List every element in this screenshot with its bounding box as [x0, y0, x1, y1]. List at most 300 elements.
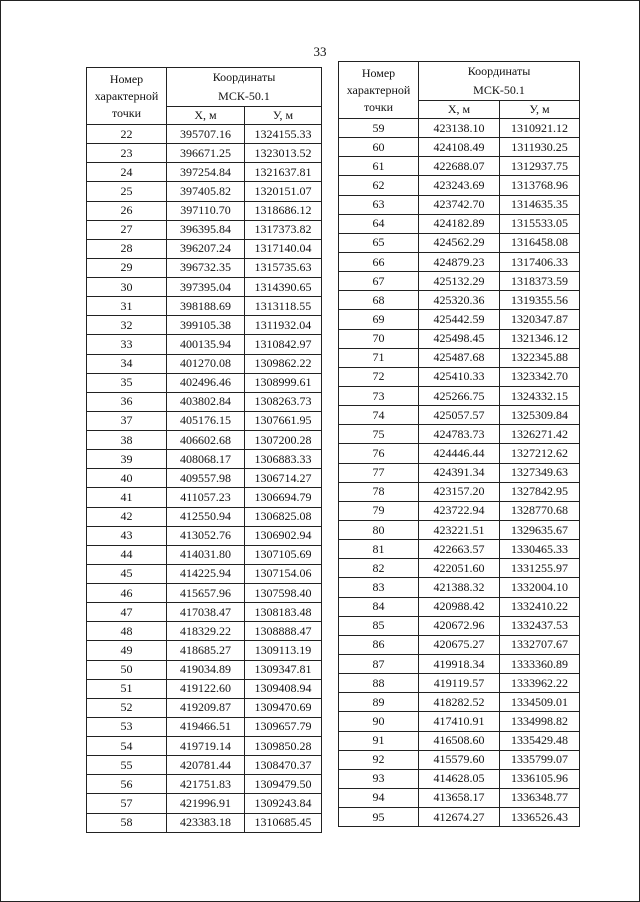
point-number-cell: 69: [339, 310, 419, 329]
point-number-cell: 81: [339, 540, 419, 559]
point-number-cell: 58: [87, 813, 167, 832]
x-coordinate-cell: 420988.42: [419, 597, 500, 616]
point-number-cell: 29: [87, 258, 167, 277]
table-row: [87, 564, 322, 583]
x-coordinate-cell: 396732.35: [167, 258, 245, 277]
point-number-cell: 94: [339, 788, 419, 807]
x-coordinate-cell: 422051.60: [419, 559, 500, 578]
x-coordinate-cell: 424446.44: [419, 444, 500, 463]
x-coordinate-cell: 397254.84: [167, 163, 245, 182]
table-row: [339, 501, 580, 520]
table-row: [339, 367, 580, 386]
y-coordinate-cell: 1307200.28: [245, 431, 322, 450]
header-point-number: Номер характерной точки: [339, 62, 419, 119]
y-coordinate-cell: 1319355.56: [500, 291, 580, 310]
point-number-cell: 37: [87, 411, 167, 430]
table-row: [339, 119, 580, 138]
table-row: [339, 635, 580, 654]
header-point-number: Номер характерной точки: [87, 68, 167, 125]
y-coordinate-cell: 1306883.33: [245, 450, 322, 469]
x-coordinate-cell: 419122.60: [167, 679, 245, 698]
y-coordinate-cell: 1323013.52: [245, 144, 322, 163]
point-number-cell: 72: [339, 367, 419, 386]
table-row: [87, 737, 322, 756]
point-number-cell: 76: [339, 444, 419, 463]
x-coordinate-cell: 423221.51: [419, 520, 500, 539]
y-coordinate-cell: 1308888.47: [245, 622, 322, 641]
table-row: [339, 348, 580, 367]
x-coordinate-cell: 423157.20: [419, 482, 500, 501]
x-coordinate-cell: 422663.57: [419, 540, 500, 559]
table-row: [87, 163, 322, 182]
y-coordinate-cell: 1311932.04: [245, 316, 322, 335]
y-coordinate-cell: 1321637.81: [245, 163, 322, 182]
table-row: [87, 698, 322, 717]
x-coordinate-cell: 418329.22: [167, 622, 245, 641]
point-number-cell: 85: [339, 616, 419, 635]
y-coordinate-cell: 1334998.82: [500, 712, 580, 731]
point-number-cell: 68: [339, 291, 419, 310]
x-coordinate-cell: 420781.44: [167, 756, 245, 775]
table-row: [87, 469, 322, 488]
x-coordinate-cell: 414225.94: [167, 564, 245, 583]
x-coordinate-cell: 419719.14: [167, 737, 245, 756]
y-coordinate-cell: 1308470.37: [245, 756, 322, 775]
point-number-cell: 64: [339, 214, 419, 233]
x-coordinate-cell: 423742.70: [419, 195, 500, 214]
point-number-cell: 45: [87, 564, 167, 583]
y-coordinate-cell: 1308999.61: [245, 373, 322, 392]
x-coordinate-cell: 402496.46: [167, 373, 245, 392]
point-number-cell: 44: [87, 545, 167, 564]
table-row: [339, 482, 580, 501]
table-row: [339, 329, 580, 348]
table-row: [87, 603, 322, 622]
x-coordinate-cell: 396671.25: [167, 144, 245, 163]
y-coordinate-cell: 1309657.79: [245, 717, 322, 736]
table-row: [339, 540, 580, 559]
table-row: [87, 144, 322, 163]
table-row: [87, 813, 322, 832]
table-row: [87, 182, 322, 201]
y-coordinate-cell: 1306714.27: [245, 469, 322, 488]
point-number-cell: 34: [87, 354, 167, 373]
y-coordinate-cell: 1332004.10: [500, 578, 580, 597]
x-coordinate-cell: 419119.57: [419, 674, 500, 693]
table-row: [87, 411, 322, 430]
y-coordinate-cell: 1316458.08: [500, 233, 580, 252]
x-coordinate-cell: 420675.27: [419, 635, 500, 654]
point-number-cell: 86: [339, 635, 419, 654]
point-number-cell: 38: [87, 431, 167, 450]
point-number-cell: 56: [87, 775, 167, 794]
y-coordinate-cell: 1313118.55: [245, 297, 322, 316]
y-coordinate-cell: 1324332.15: [500, 386, 580, 405]
x-coordinate-cell: 399105.38: [167, 316, 245, 335]
y-coordinate-cell: 1334509.01: [500, 693, 580, 712]
point-number-cell: 23: [87, 144, 167, 163]
point-number-cell: 66: [339, 252, 419, 271]
x-coordinate-cell: 409557.98: [167, 469, 245, 488]
table-row: [87, 507, 322, 526]
y-coordinate-cell: 1309862.22: [245, 354, 322, 373]
point-number-cell: 59: [339, 119, 419, 138]
x-coordinate-cell: 397395.04: [167, 278, 245, 297]
table-row: [339, 616, 580, 635]
point-number-cell: 90: [339, 712, 419, 731]
point-number-cell: 48: [87, 622, 167, 641]
table-row: [87, 794, 322, 813]
table-row: [87, 335, 322, 354]
x-coordinate-cell: 419918.34: [419, 654, 500, 673]
point-number-cell: 62: [339, 176, 419, 195]
point-number-cell: 27: [87, 220, 167, 239]
x-coordinate-cell: 395707.16: [167, 125, 245, 144]
x-coordinate-cell: 396207.24: [167, 239, 245, 258]
coordinates-table-left: [86, 67, 322, 833]
point-number-cell: 61: [339, 157, 419, 176]
x-coordinate-cell: 424562.29: [419, 233, 500, 252]
point-number-cell: 71: [339, 348, 419, 367]
point-number-cell: 91: [339, 731, 419, 750]
y-coordinate-cell: 1333962.22: [500, 674, 580, 693]
y-coordinate-cell: 1326271.42: [500, 425, 580, 444]
y-coordinate-cell: 1332707.67: [500, 635, 580, 654]
point-number-cell: 41: [87, 488, 167, 507]
table-row: [339, 520, 580, 539]
table-row: [87, 717, 322, 736]
table-row: [87, 316, 322, 335]
y-coordinate-cell: 1311930.25: [500, 138, 580, 157]
point-number-cell: 92: [339, 750, 419, 769]
y-coordinate-cell: 1310685.45: [245, 813, 322, 832]
x-coordinate-cell: 424391.34: [419, 463, 500, 482]
x-coordinate-cell: 414628.05: [419, 769, 500, 788]
header-coordinates: Координаты МСК-50.1: [167, 68, 322, 107]
y-coordinate-cell: 1332437.53: [500, 616, 580, 635]
point-number-cell: 26: [87, 201, 167, 220]
x-coordinate-cell: 425132.29: [419, 272, 500, 291]
table-row: [339, 233, 580, 252]
table-row: [87, 679, 322, 698]
point-number-cell: 67: [339, 272, 419, 291]
table-row: [87, 354, 322, 373]
y-coordinate-cell: 1317373.82: [245, 220, 322, 239]
point-number-cell: 87: [339, 654, 419, 673]
x-coordinate-cell: 425320.36: [419, 291, 500, 310]
x-coordinate-cell: 413658.17: [419, 788, 500, 807]
table-row: [87, 660, 322, 679]
point-number-cell: 93: [339, 769, 419, 788]
x-coordinate-cell: 424783.73: [419, 425, 500, 444]
x-coordinate-cell: 423722.94: [419, 501, 500, 520]
y-coordinate-cell: 1336348.77: [500, 788, 580, 807]
y-coordinate-cell: 1332410.22: [500, 597, 580, 616]
table-row: [339, 291, 580, 310]
y-coordinate-cell: 1321346.12: [500, 329, 580, 348]
point-number-cell: 43: [87, 526, 167, 545]
y-coordinate-cell: 1310842.97: [245, 335, 322, 354]
table-row: [339, 310, 580, 329]
point-number-cell: 31: [87, 297, 167, 316]
x-coordinate-cell: 414031.80: [167, 545, 245, 564]
table-row: [87, 125, 322, 144]
x-coordinate-cell: 418282.52: [419, 693, 500, 712]
y-coordinate-cell: 1325309.84: [500, 406, 580, 425]
point-number-cell: 95: [339, 808, 419, 827]
x-coordinate-cell: 420672.96: [419, 616, 500, 635]
table-row: [339, 693, 580, 712]
point-number-cell: 50: [87, 660, 167, 679]
x-coordinate-cell: 405176.15: [167, 411, 245, 430]
y-coordinate-cell: 1307105.69: [245, 545, 322, 564]
y-coordinate-cell: 1320347.87: [500, 310, 580, 329]
table-row: [339, 176, 580, 195]
table-row: [339, 252, 580, 271]
x-coordinate-cell: 421751.83: [167, 775, 245, 794]
point-number-cell: 30: [87, 278, 167, 297]
y-coordinate-cell: 1322345.88: [500, 348, 580, 367]
table-row: [87, 526, 322, 545]
x-coordinate-cell: 421996.91: [167, 794, 245, 813]
y-coordinate-cell: 1329635.67: [500, 520, 580, 539]
point-number-cell: 46: [87, 584, 167, 603]
y-coordinate-cell: 1336105.96: [500, 769, 580, 788]
y-coordinate-cell: 1306902.94: [245, 526, 322, 545]
point-number-cell: 53: [87, 717, 167, 736]
x-coordinate-cell: 423383.18: [167, 813, 245, 832]
point-number-cell: 35: [87, 373, 167, 392]
x-coordinate-cell: 422688.07: [419, 157, 500, 176]
y-coordinate-cell: 1306825.08: [245, 507, 322, 526]
table-body-left: [87, 125, 322, 833]
table-row: [339, 272, 580, 291]
y-coordinate-cell: 1327842.95: [500, 482, 580, 501]
table-row: [87, 373, 322, 392]
x-coordinate-cell: 403802.84: [167, 392, 245, 411]
x-coordinate-cell: 425498.45: [419, 329, 500, 348]
point-number-cell: 75: [339, 425, 419, 444]
table-row: [339, 386, 580, 405]
y-coordinate-cell: 1308263.73: [245, 392, 322, 411]
point-number-cell: 52: [87, 698, 167, 717]
table-row: [339, 769, 580, 788]
x-coordinate-cell: 401270.08: [167, 354, 245, 373]
y-coordinate-cell: 1317140.04: [245, 239, 322, 258]
y-coordinate-cell: 1309347.81: [245, 660, 322, 679]
x-coordinate-cell: 412674.27: [419, 808, 500, 827]
y-coordinate-cell: 1336526.43: [500, 808, 580, 827]
table-row: [339, 463, 580, 482]
x-coordinate-cell: 425266.75: [419, 386, 500, 405]
y-coordinate-cell: 1317406.33: [500, 252, 580, 271]
point-number-cell: 55: [87, 756, 167, 775]
table-row: [87, 239, 322, 258]
y-coordinate-cell: 1324155.33: [245, 125, 322, 144]
table-row: [339, 731, 580, 750]
x-coordinate-cell: 417410.91: [419, 712, 500, 731]
x-coordinate-cell: 416508.60: [419, 731, 500, 750]
x-coordinate-cell: 412550.94: [167, 507, 245, 526]
y-coordinate-cell: 1315735.63: [245, 258, 322, 277]
point-number-cell: 79: [339, 501, 419, 520]
x-coordinate-cell: 415657.96: [167, 584, 245, 603]
point-number-cell: 77: [339, 463, 419, 482]
x-coordinate-cell: 424182.89: [419, 214, 500, 233]
x-coordinate-cell: 408068.17: [167, 450, 245, 469]
x-coordinate-cell: 413052.76: [167, 526, 245, 545]
table-row: [339, 214, 580, 233]
point-number-cell: 49: [87, 641, 167, 660]
x-coordinate-cell: 423243.69: [419, 176, 500, 195]
point-number-cell: 83: [339, 578, 419, 597]
point-number-cell: 47: [87, 603, 167, 622]
table-row: [87, 431, 322, 450]
point-number-cell: 73: [339, 386, 419, 405]
point-number-cell: 89: [339, 693, 419, 712]
y-coordinate-cell: 1333360.89: [500, 654, 580, 673]
x-coordinate-cell: 423138.10: [419, 119, 500, 138]
table-row: [87, 641, 322, 660]
y-coordinate-cell: 1314635.35: [500, 195, 580, 214]
y-coordinate-cell: 1306694.79: [245, 488, 322, 507]
x-coordinate-cell: 424108.49: [419, 138, 500, 157]
point-number-cell: 32: [87, 316, 167, 335]
point-number-cell: 39: [87, 450, 167, 469]
x-coordinate-cell: 415579.60: [419, 750, 500, 769]
y-coordinate-cell: 1309243.84: [245, 794, 322, 813]
point-number-cell: 33: [87, 335, 167, 354]
table-row: [87, 392, 322, 411]
table-row: [87, 450, 322, 469]
y-coordinate-cell: 1335429.48: [500, 731, 580, 750]
point-number-cell: 22: [87, 125, 167, 144]
table-row: [87, 297, 322, 316]
table-row: [87, 545, 322, 564]
y-coordinate-cell: 1309479.50: [245, 775, 322, 794]
point-number-cell: 57: [87, 794, 167, 813]
point-number-cell: 25: [87, 182, 167, 201]
point-number-cell: 88: [339, 674, 419, 693]
header-x: Х, м: [419, 101, 500, 119]
y-coordinate-cell: 1328770.68: [500, 501, 580, 520]
table-row: [339, 654, 580, 673]
point-number-cell: 78: [339, 482, 419, 501]
x-coordinate-cell: 400135.94: [167, 335, 245, 354]
table-row: [339, 712, 580, 731]
y-coordinate-cell: 1307598.40: [245, 584, 322, 603]
point-number-cell: 42: [87, 507, 167, 526]
y-coordinate-cell: 1309113.19: [245, 641, 322, 660]
point-number-cell: 74: [339, 406, 419, 425]
y-coordinate-cell: 1320151.07: [245, 182, 322, 201]
header-x: Х, м: [167, 107, 245, 125]
y-coordinate-cell: 1313768.96: [500, 176, 580, 195]
header-coordinates: Координаты МСК-50.1: [419, 62, 580, 101]
table-row: [87, 775, 322, 794]
y-coordinate-cell: 1309850.28: [245, 737, 322, 756]
x-coordinate-cell: 421388.32: [419, 578, 500, 597]
point-number-cell: 36: [87, 392, 167, 411]
x-coordinate-cell: 406602.68: [167, 431, 245, 450]
table-row: [87, 201, 322, 220]
table-row: [339, 597, 580, 616]
x-coordinate-cell: 425410.33: [419, 367, 500, 386]
y-coordinate-cell: 1330465.33: [500, 540, 580, 559]
x-coordinate-cell: 419209.87: [167, 698, 245, 717]
table-row: [87, 258, 322, 277]
y-coordinate-cell: 1327212.62: [500, 444, 580, 463]
point-number-cell: 82: [339, 559, 419, 578]
y-coordinate-cell: 1307154.06: [245, 564, 322, 583]
point-number-cell: 40: [87, 469, 167, 488]
table-body-right: [339, 119, 580, 827]
y-coordinate-cell: 1315533.05: [500, 214, 580, 233]
table-row: [339, 157, 580, 176]
point-number-cell: 54: [87, 737, 167, 756]
table-row: [339, 138, 580, 157]
table-row: [87, 756, 322, 775]
table-row: [87, 278, 322, 297]
point-number-cell: 80: [339, 520, 419, 539]
table-row: [87, 584, 322, 603]
x-coordinate-cell: 425487.68: [419, 348, 500, 367]
y-coordinate-cell: 1312937.75: [500, 157, 580, 176]
page-number: 33: [313, 44, 327, 59]
x-coordinate-cell: 418685.27: [167, 641, 245, 660]
table-row: [339, 425, 580, 444]
y-coordinate-cell: 1318373.59: [500, 272, 580, 291]
y-coordinate-cell: 1323342.70: [500, 367, 580, 386]
table-row: [339, 444, 580, 463]
point-number-cell: 63: [339, 195, 419, 214]
x-coordinate-cell: 425057.57: [419, 406, 500, 425]
coordinates-table-right: [338, 61, 580, 827]
table-row: [339, 578, 580, 597]
point-number-cell: 70: [339, 329, 419, 348]
x-coordinate-cell: 397110.70: [167, 201, 245, 220]
y-coordinate-cell: 1307661.95: [245, 411, 322, 430]
y-coordinate-cell: 1331255.97: [500, 559, 580, 578]
table-row: [87, 622, 322, 641]
x-coordinate-cell: 396395.84: [167, 220, 245, 239]
table-row: [339, 788, 580, 807]
y-coordinate-cell: 1335799.07: [500, 750, 580, 769]
y-coordinate-cell: 1310921.12: [500, 119, 580, 138]
y-coordinate-cell: 1309470.69: [245, 698, 322, 717]
point-number-cell: 51: [87, 679, 167, 698]
x-coordinate-cell: 417038.47: [167, 603, 245, 622]
x-coordinate-cell: 425442.59: [419, 310, 500, 329]
x-coordinate-cell: 397405.82: [167, 182, 245, 201]
y-coordinate-cell: 1318686.12: [245, 201, 322, 220]
point-number-cell: 28: [87, 239, 167, 258]
x-coordinate-cell: 411057.23: [167, 488, 245, 507]
y-coordinate-cell: 1308183.48: [245, 603, 322, 622]
table-row: [339, 808, 580, 827]
table-row: [87, 220, 322, 239]
x-coordinate-cell: 424879.23: [419, 252, 500, 271]
table-row: [339, 750, 580, 769]
point-number-cell: 84: [339, 597, 419, 616]
point-number-cell: 65: [339, 233, 419, 252]
x-coordinate-cell: 398188.69: [167, 297, 245, 316]
header-y: У, м: [245, 107, 322, 125]
point-number-cell: 24: [87, 163, 167, 182]
point-number-cell: 60: [339, 138, 419, 157]
y-coordinate-cell: 1314390.65: [245, 278, 322, 297]
header-y: У, м: [500, 101, 580, 119]
